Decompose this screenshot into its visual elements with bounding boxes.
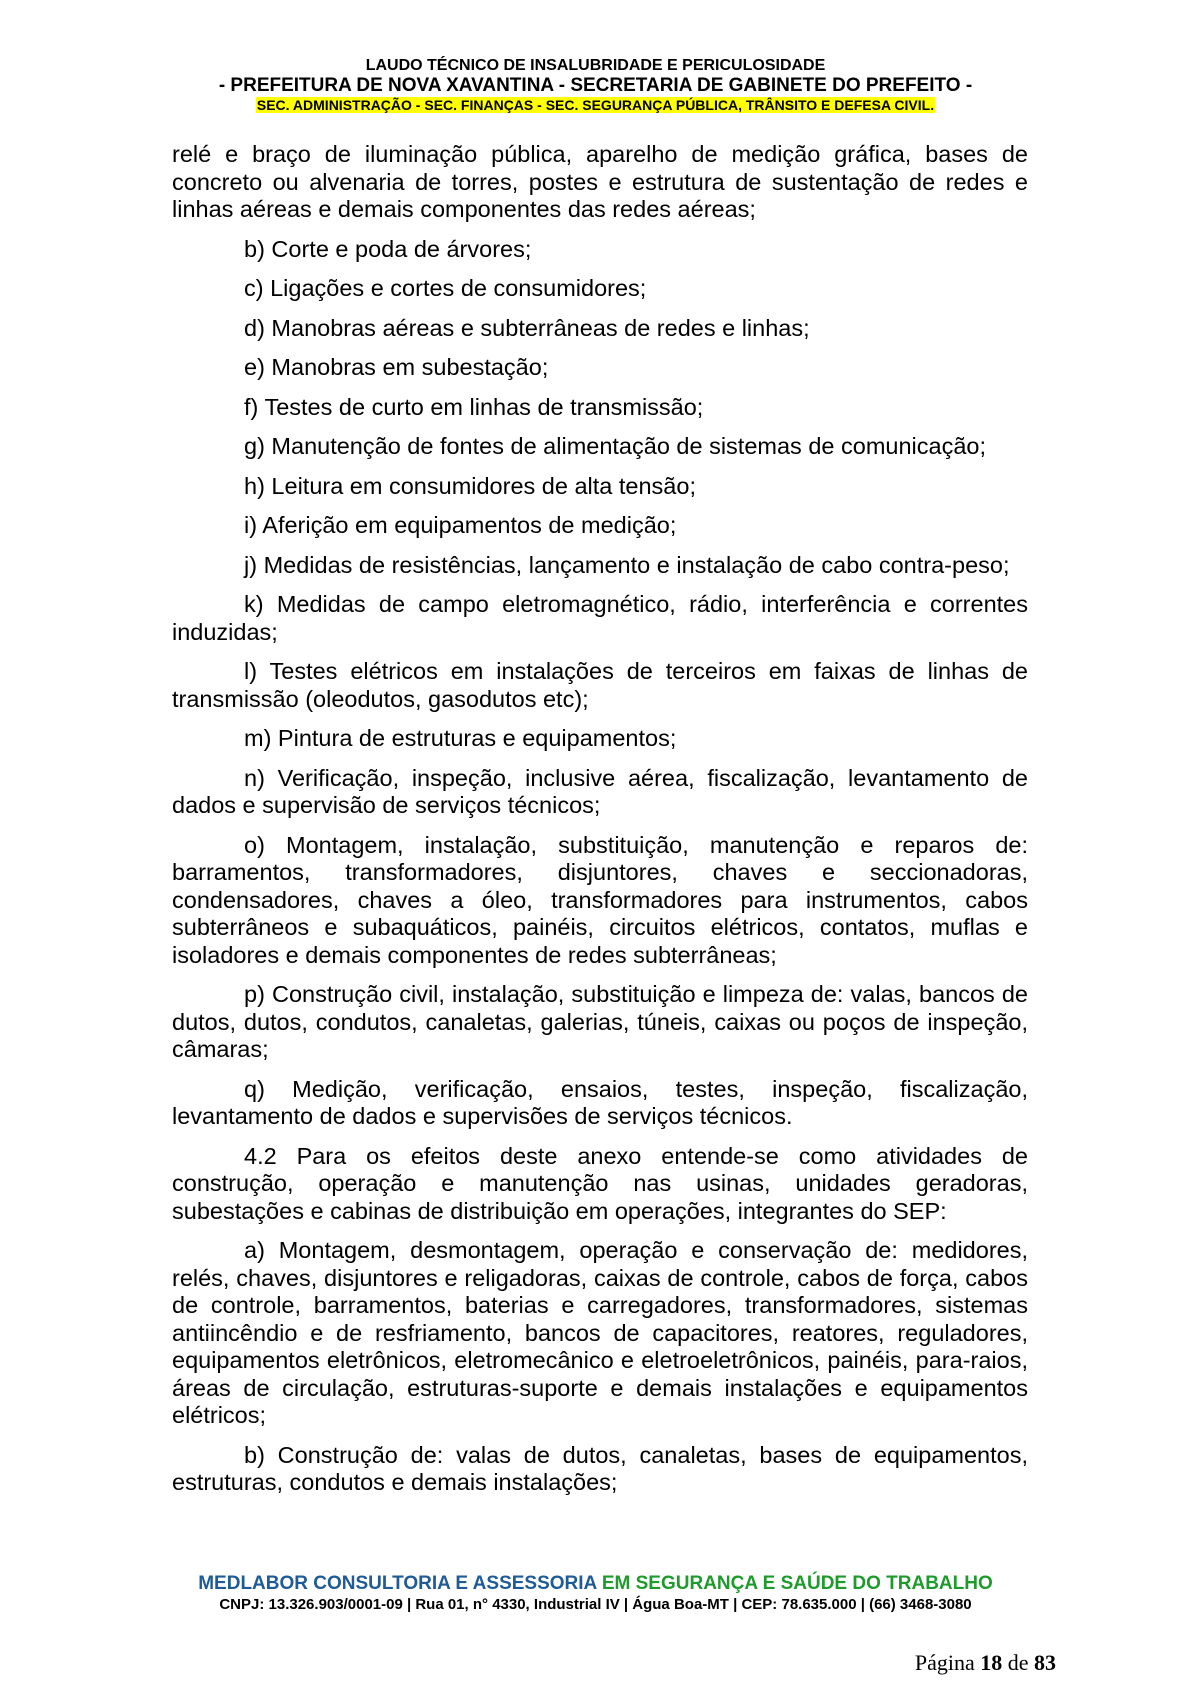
list-item: b) Construção de: valas de dutos, canaletas, bases de equipamentos, estruturas, condutos e demais instalações; [172, 1441, 1028, 1495]
current-page: 18 [980, 1650, 1003, 1675]
company-specialty: EM SEGURANÇA E SAÚDE DO TRABALHO [601, 1573, 993, 1594]
page-label: Página [914, 1650, 975, 1675]
document-footer [0, 1573, 1191, 1615]
list-item: k) Medidas de campo eletromagnético, rádio, interferência e correntes induzidas; [172, 591, 1028, 645]
list-item: d) Manobras aéreas e subterrâneas de redes e linhas; [244, 314, 810, 341]
company-line [0, 1573, 1191, 1595]
list-item: a) Montagem, desmontagem, operação e conservação de: medidores, relés, chaves, disjuntores e religadoras, caixas de controle, cabos de força, cabos de controle, barramentos, baterias e carregadores, transformadores, sistemas antiincêndio e de resfriamento, bancos de capacitores, reatores, reguladores, equipamentos eletrônicos, eletromecânico e eletroeletrônicos, painéis, para-raios, áreas de circulação, estruturas-suporte e demais instalações e equipamentos elétricos; [172, 1237, 1028, 1428]
list-item: q) Medição, verificação, ensaios, testes, inspeção, fiscalização, levantamento de dados e supervisões de serviços técnicos. [172, 1075, 1028, 1129]
document-header [0, 56, 1191, 115]
document-body [172, 141, 1028, 1509]
list-item: o) Montagem, instalação, substituição, manutenção e reparos de: barramentos, transformadores, disjuntores, chaves e seccionadoras, condensadores, chaves a óleo, transformadores para instrumentos, cabos subterrâneos e subaquáticos, painéis, circuitos elétricos, contatos, muflas e isoladores e demais componentes de redes subterrâneas; [172, 831, 1028, 968]
list-item: g) Manutenção de fontes de alimentação de sistemas de comunicação; [244, 433, 986, 459]
list-item: l) Testes elétricos em instalações de terceiros em faixas de linhas de transmissão (oleodutos, gasodutos etc); [172, 658, 1028, 712]
list-item: f) Testes de curto em linhas de transmissão; [244, 393, 704, 420]
total-pages: 83 [1034, 1650, 1056, 1675]
list-item: i) Aferição em equipamentos de medição; [244, 512, 677, 538]
paragraph: relé e braço de iluminação pública, aparelho de medição gráfica, bases de concreto ou alvenaria de torres, postes e estrutura de sustentação de redes e linhas aéreas e demais componentes das redes aéreas; [172, 141, 1028, 222]
page-of-label: de [1007, 1650, 1029, 1675]
report-title: LAUDO TÉCNICO DE INSALUBRIDADE E PERICULOSIDADE [365, 57, 826, 74]
list-item: m) Pintura de estruturas e equipamentos; [244, 725, 677, 751]
list-item: p) Construção civil, instalação, substituição e limpeza de: valas, bancos de dutos, dutos, condutos, canaletas, galerias, túneis, caixas ou poços de inspeção, câmaras; [172, 981, 1028, 1062]
list-item: n) Verificação, inspeção, inclusive aérea, fiscalização, levantamento de dados e supervisão de serviços técnicos; [172, 764, 1028, 818]
list-item: c) Ligações e cortes de consumidores; [244, 275, 647, 301]
company-address: CNPJ: 13.326.903/0001-09 | Rua 01, n° 4330, Industrial IV | Água Boa-MT | CEP: 78.635.000 | (66) 3468-3080 [219, 1596, 972, 1613]
list-item: j) Medidas de resistências, lançamento e instalação de cabo contra-peso; [244, 551, 1010, 578]
list-item: h) Leitura em consumidores de alta tensão; [244, 472, 696, 499]
section-paragraph: 4.2 Para os efeitos deste anexo entende-se como atividades de construção, operação e manutenção nas usinas, unidades geradoras, subestações e cabinas de distribuição em operações, integrantes do SEP: [172, 1142, 1028, 1224]
list-item: b) Corte e poda de árvores; [244, 235, 532, 262]
company-name: MEDLABOR CONSULTORIA E ASSESSORIA [198, 1573, 597, 1594]
page-number [915, 1650, 1056, 1676]
departments-line: SEC. ADMINISTRAÇÃO - SEC. FINANÇAS - SEC. SEGURANÇA PÚBLICA, TRÂNSITO E DEFESA CIVIL. [256, 97, 935, 113]
client-line: - PREFEITURA DE NOVA XAVANTINA - SECRETARIA DE GABINETE DO PREFEITO - [218, 75, 973, 96]
list-item: e) Manobras em subestação; [244, 354, 549, 380]
